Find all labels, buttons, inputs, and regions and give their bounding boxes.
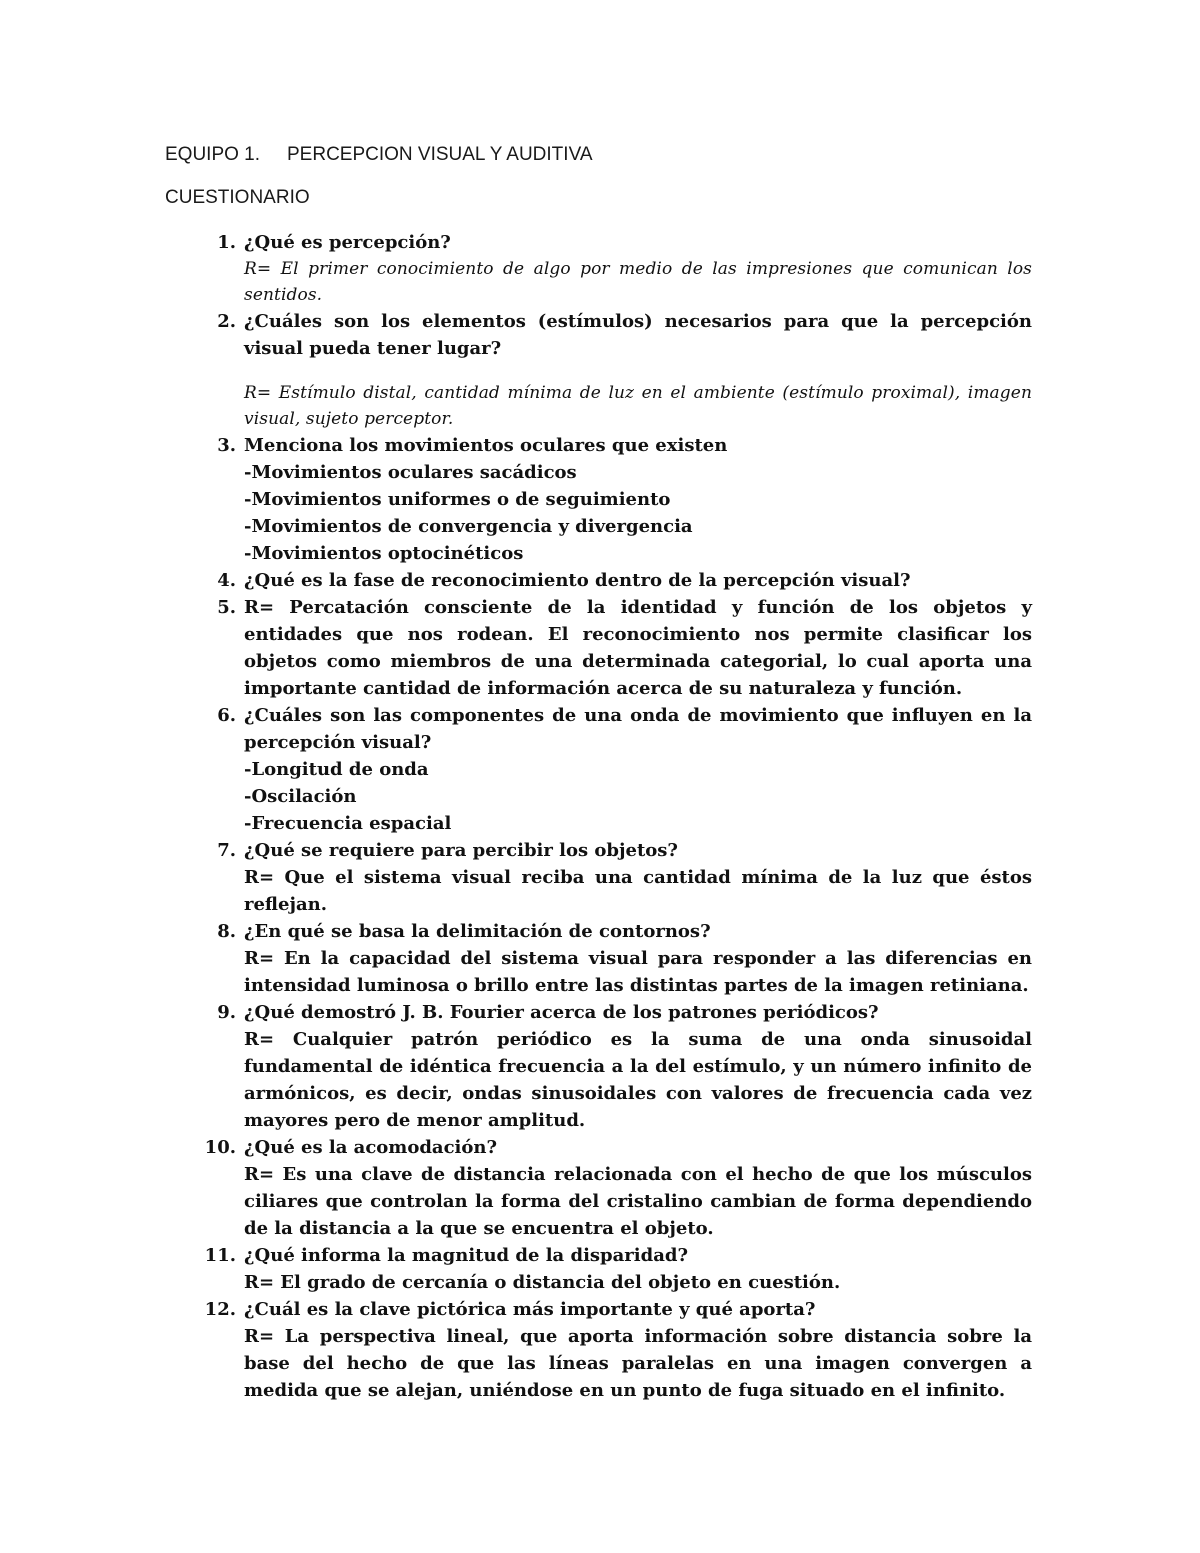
answer-text: R= En la capacidad del sistema visual para responder a las diferencias en intensidad luminosa o brillo entre las distintas partes de la imagen retiniana. <box>244 948 1032 996</box>
answer-text: R= Estímulo distal, cantidad mínima de luz en el ambiente (estímulo proximal), imagen visual, sujeto perceptor. <box>244 383 1032 429</box>
list-item <box>0 567 1200 594</box>
question-text: Menciona los movimientos oculares que existen <box>244 435 728 456</box>
question-text: ¿Cuáles son las componentes de una onda de movimiento que influyen en la percepción visual? <box>244 705 1032 753</box>
list-item <box>0 702 1200 837</box>
section-subtitle: CUESTIONARIO <box>165 187 310 208</box>
sub-item: -Movimientos de convergencia y divergencia <box>244 516 693 537</box>
question-text: ¿En qué se basa la delimitación de contornos? <box>244 921 711 942</box>
answer-text: R= Que el sistema visual reciba una cantidad mínima de la luz que éstos reflejan. <box>244 867 1032 915</box>
item-number: 12. <box>204 1299 236 1320</box>
list-item <box>0 432 1200 567</box>
item-number: 11. <box>204 1245 236 1266</box>
document-header <box>165 141 593 169</box>
item-number: 9. <box>217 1002 236 1023</box>
list-item <box>0 1296 1200 1404</box>
list-item <box>0 594 1200 702</box>
question-text: R= Percatación consciente de la identidad y función de los objetos y entidades que nos rodean. El reconocimiento nos permite clasificar los objetos como miembros de una determinada categorial, lo cual aporta una importante cantidad de información acerca de su naturaleza y función. <box>244 597 1032 699</box>
question-list <box>0 229 1200 1404</box>
answer-text: R= Cualquier patrón periódico es la suma de una onda sinusoidal fundamental de idéntica frecuencia a la del estímulo, y un número infinito de armónicos, es decir, ondas sinusoidales con valores de frecuencia cada vez mayores pero de menor amplitud. <box>244 1029 1032 1131</box>
list-item <box>0 837 1200 918</box>
item-number: 8. <box>217 921 236 942</box>
answer-text: R= El primer conocimiento de algo por medio de las impresiones que comunican los sentidos. <box>244 259 1032 305</box>
item-number: 4. <box>217 570 236 591</box>
item-number: 6. <box>217 705 236 726</box>
item-number: 1. <box>217 232 236 253</box>
question-text: ¿Qué es la acomodación? <box>244 1137 498 1158</box>
sub-item: -Movimientos optocinéticos <box>244 543 524 564</box>
sub-item: -Movimientos uniformes o de seguimiento <box>244 489 671 510</box>
question-text: ¿Qué es percepción? <box>244 232 451 253</box>
question-text: ¿Qué se requiere para percibir los objetos? <box>244 840 678 861</box>
spacer <box>244 362 1032 380</box>
list-item <box>0 308 1200 432</box>
item-number: 3. <box>217 435 236 456</box>
list-item <box>0 1242 1200 1296</box>
topic-title: PERCEPCION VISUAL Y AUDITIVA <box>287 144 593 165</box>
list-item <box>0 229 1200 308</box>
answer-text: R= Es una clave de distancia relacionada con el hecho de que los músculos ciliares que controlan la forma del cristalino cambian de forma dependiendo de la distancia a la que se encuentra el objeto. <box>244 1164 1032 1239</box>
sub-item: -Longitud de onda <box>244 759 429 780</box>
team-label: EQUIPO 1. <box>165 144 261 165</box>
list-item <box>0 999 1200 1134</box>
question-text: ¿Cuál es la clave pictórica más importante y qué aporta? <box>244 1299 816 1320</box>
list-item <box>0 918 1200 999</box>
item-number: 5. <box>217 597 236 618</box>
answer-text: R= La perspectiva lineal, que aporta información sobre distancia sobre la base del hecho de que las líneas paralelas en una imagen convergen a medida que se alejan, uniéndose en un punto de fuga situado en el infinito. <box>244 1326 1032 1401</box>
list-item <box>0 1134 1200 1242</box>
question-text: ¿Qué es la fase de reconocimiento dentro de la percepción visual? <box>244 570 911 591</box>
sub-item: -Frecuencia espacial <box>244 813 452 834</box>
item-number: 10. <box>204 1137 236 1158</box>
item-number: 7. <box>217 840 236 861</box>
question-text: ¿Cuáles son los elementos (estímulos) necesarios para que la percepción visual pueda tener lugar? <box>244 311 1032 359</box>
sub-item: -Movimientos oculares sacádicos <box>244 462 577 483</box>
sub-item: -Oscilación <box>244 786 357 807</box>
question-text: ¿Qué informa la magnitud de la disparidad? <box>244 1245 688 1266</box>
item-number: 2. <box>217 311 236 332</box>
question-text: ¿Qué demostró J. B. Fourier acerca de los patrones periódicos? <box>244 1002 879 1023</box>
answer-text: R= El grado de cercanía o distancia del objeto en cuestión. <box>244 1272 841 1293</box>
